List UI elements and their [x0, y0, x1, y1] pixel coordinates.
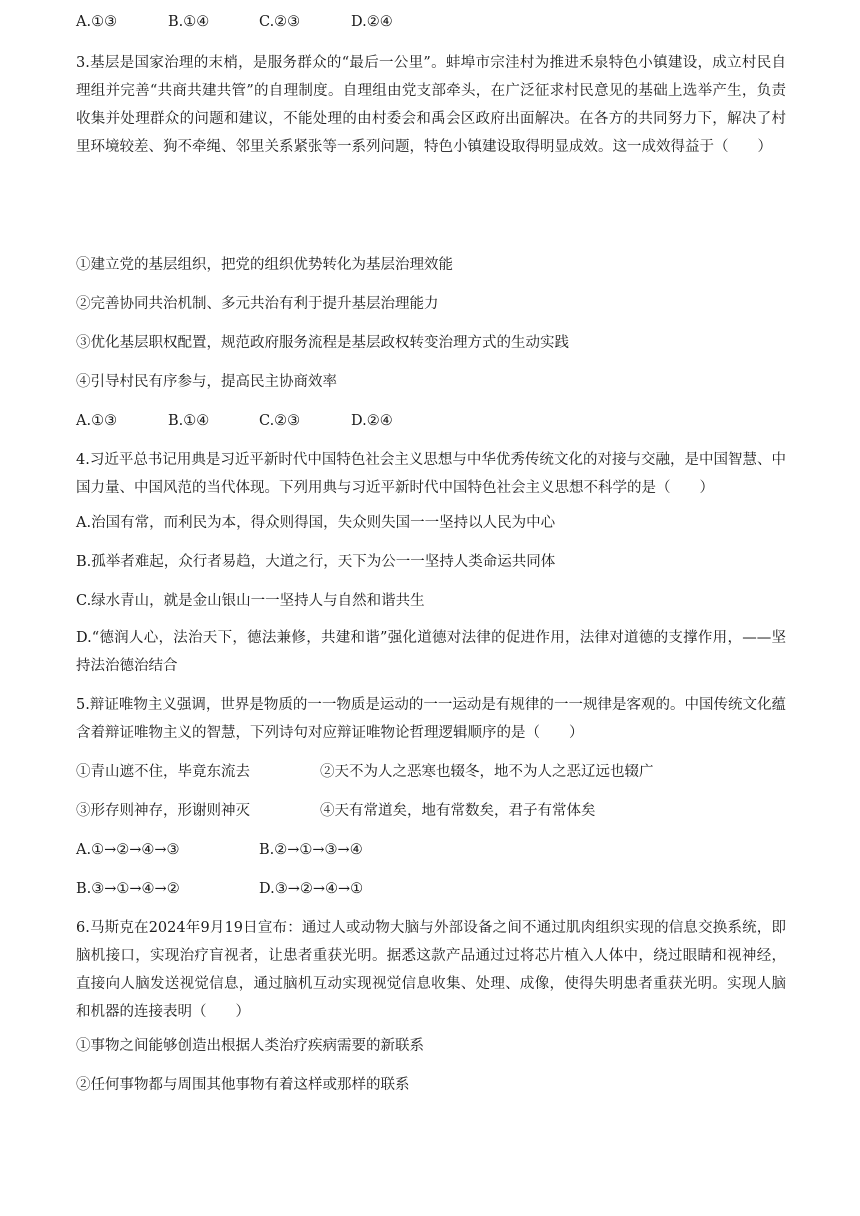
q5-item-1: ①青山遮不住，毕竟东流去: [76, 764, 250, 780]
q5-item-2: ②天不为人之恶寒也辍冬，地不为人之恶辽远也辍广: [320, 764, 654, 780]
q5-option-d[interactable]: D.③→②→④→①: [259, 881, 364, 897]
q6-stem: 6.马斯克在2024年9月19日宣布：通过人或动物大脑与外部设备之间不通过肌肉组织实现的信息交换系统，即脑机接口，实现治疗盲视者，让患者重获光明。据悉这款产品通过过将芯片植入人体中，绕过眼睛和视神经，直接向人脑发送视觉信息，通过脑机互动实现视觉信息收集、处理、成像，使得失明患者重获光明。实现人脑和机器的连接表明（ ）: [76, 920, 786, 1020]
q2-option-b[interactable]: B.①④: [168, 14, 210, 30]
q5-item-3: ③形存则神存，形谢则神灭: [76, 803, 250, 819]
q5-option-c[interactable]: B.③→①→④→②: [76, 881, 180, 897]
q2-option-a[interactable]: A.①③: [76, 14, 118, 30]
q3-item-3: ③优化基层职权配置，规范政府服务流程是基层政权转变治理方式的生动实践: [76, 335, 569, 351]
q4-stem: 4.习近平总书记用典是习近平新时代中国特色社会主义思想与中华优秀传统文化的对接与交融，是中国智慧、中国力量、中国风范的当代体现。下列用典与习近平新时代中国特色社会主义思想不科学的是（ ）: [76, 452, 786, 496]
q3-option-a[interactable]: A.①③: [76, 413, 118, 429]
q3-option-c[interactable]: C.②③: [259, 413, 301, 429]
q5-option-a[interactable]: A.①→②→④→③: [76, 842, 180, 858]
q3-stem: 3.基层是国家治理的末梢，是服务群众的“最后一公里”。蚌埠市宗洼村为推进禾泉特色小镇建设，成立村民自理组并完善“共商共建共管”的自理制度。自理组由党支部牵头，在广泛征求村民意见的基础上选举产生，负责收集并处理群众的问题和建议，不能处理的由村委会和禹会区政府出面解决。在各方的共同努力下，解决了村里环境较差、狗不牵绳、邻里关系紧张等一系列问题，特色小镇建设取得明显成效。这一成效得益于（ ）: [76, 55, 786, 155]
q6-item-2: ②任何事物都与周围其他事物有着这样或那样的联系: [76, 1077, 410, 1093]
q6-item-1: ①事物之间能够创造出根据人类治疗疾病需要的新联系: [76, 1038, 424, 1054]
q4-option-d[interactable]: D.“德润人心，法治天下，德法兼修，共建和谐”强化道德对法律的促进作用，法律对道德的支撑作用，——坚持法治德治结合: [76, 630, 786, 674]
q3-item-1: ①建立党的基层组织，把党的组织优势转化为基层治理效能: [76, 257, 453, 273]
q3-option-d[interactable]: D.②④: [351, 413, 393, 429]
q3-item-4: ④引导村民有序参与，提高民主协商效率: [76, 374, 337, 390]
q4-option-a[interactable]: A.治国有常，而利民为本，得众则得国，失众则失国一一坚持以人民为中心: [76, 515, 556, 531]
q5-stem: 5.辩证唯物主义强调，世界是物质的一一物质是运动的一一运动是有规律的一一规律是客观的。中国传统文化蕴含着辩证唯物主义的智慧，下列诗句对应辩证唯物论哲理逻辑顺序的是（ ）: [76, 697, 786, 741]
q2-option-d[interactable]: D.②④: [351, 14, 393, 30]
q5-item-4: ④天有常道矣，地有常数矣，君子有常体矣: [320, 803, 596, 819]
q3-option-b[interactable]: B.①④: [168, 413, 210, 429]
q4-option-c[interactable]: C.绿水青山，就是金山银山一一坚持人与自然和谐共生: [76, 593, 425, 609]
q4-option-b[interactable]: B.孤举者难起，众行者易趋，大道之行，天下为公一一坚持人类命运共同体: [76, 554, 556, 570]
q5-option-b[interactable]: B.②→①→③→④: [259, 842, 363, 858]
q3-item-2: ②完善协同共治机制、多元共治有利于提升基层治理能力: [76, 296, 439, 312]
q2-option-c[interactable]: C.②③: [259, 14, 301, 30]
